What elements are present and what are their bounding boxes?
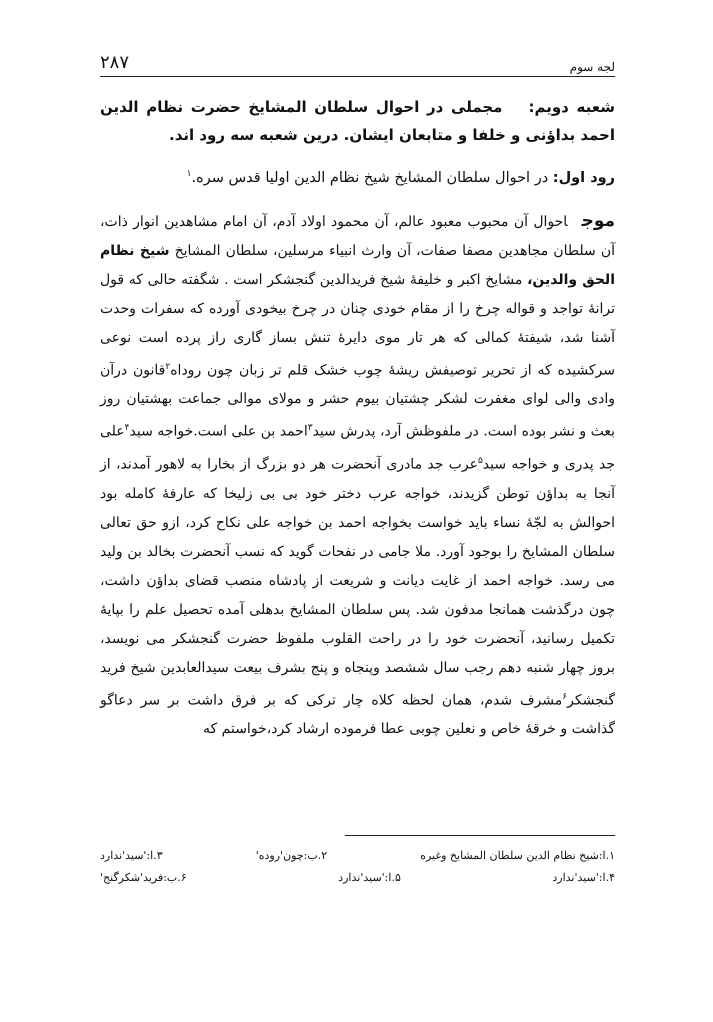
footnote-item: ۲.ب:چون'روده' xyxy=(255,849,328,862)
footnote-mark-6: ۶ xyxy=(562,691,568,702)
heading-text: مجملی در احوال سلطان المشایخ حضرت نظام الدین احمد بداؤنی و خلفا و متابعان ایشان. درین شعبه سه رود اند. xyxy=(100,98,615,144)
footnote-row xyxy=(100,845,615,867)
footnote-mark-5: ۵ xyxy=(477,456,483,467)
section-title: لجه سوم xyxy=(569,60,615,74)
subheading xyxy=(100,161,615,191)
subheading-text: در احوال سلطان المشایخ شیخ نظام الدین اولیا قدس سره. xyxy=(191,169,549,186)
paragraph-lead-word: موج xyxy=(581,210,615,231)
paragraph-text-4: احمد بن علی است.خواجه سید xyxy=(129,424,308,441)
heading-label: شعبه دویم: xyxy=(528,98,615,116)
footnote-mark-1: ۱ xyxy=(186,169,192,179)
footnote-item: ۴.ا:'سید'ندارد xyxy=(552,871,615,884)
footnote-item: ۱.ا:شیخ نظام الدین سلطان المشایخ وغیره xyxy=(420,849,615,862)
body-paragraph xyxy=(100,207,615,745)
subheading-label: رود اول: xyxy=(552,169,615,186)
footnote-row xyxy=(100,867,615,889)
paragraph-text-1: احوال آن محبوب معبود عالم، آن محمود اولاد آدم، آن امام مشاهدین انوار ذات، آن سلطان مجاهدین مصفا صفات، آن وارث انبیاء مرسلین، سلطان المشایخ xyxy=(100,213,616,259)
paragraph-text-5: علی جد پدری و خواجه سید xyxy=(100,424,615,473)
chapter-heading xyxy=(100,93,615,149)
footnote-item: ۶.ب:فرید'شکرگنج' xyxy=(100,871,187,884)
footnote-mark-4: ۴ xyxy=(124,423,130,434)
footnote-item: ۵.ا:'سید'ندارد xyxy=(338,871,401,884)
paragraph-text-7: مشرف شدم، همان لحظه کلاه چار ترکی که بر فرق داشت بر سر دعاگو گذاشت و خرقۀ خاص و نعلین چوبی عطا فرموده ارشاد کرد،خواستم که xyxy=(100,692,615,738)
page xyxy=(100,52,615,932)
footnotes xyxy=(100,845,615,889)
paragraph-text-2: مشایخ اکبر و خلیفۀ شیخ فریدالدین گنجشکر است . شگفته حالی که قول ترانۀ تواجد و قواله چرخ را از مقام خودی چنان در چرخ بیخودی آورده که سفرات وحدت آشنا شد، شیفتۀ کمالی که هر تار موی دایرۀ تنش بساز گاری راز پرده است نوعی سرکشیده که از تحریر توصیفش ریشۀ چوب خشک قلم تر زبان چون روداه xyxy=(100,271,616,379)
paragraph-text-6: عرب جد مادری آنحضرت هر دو بزرگ از بخارا به لاهور آمدند، از آنجا به بداؤن توطن گزیدند، خواجه عرب دختر خود بی بی زلیخا که عارفۀ کامله بود احوالش به لجّۀ نساء باید خواست بخواجه احمد بن خواجه علی نکاح کرد، ازو حق تعالی سلطان المشایخ را بوجود آورد. ملا جامی در نفحات گوید که نسب آنحضرت بخالد بن ولید می رسد. خواجه احمد از غایت دیانت و شریعت از پادشاه منصب قضای بداؤن داشت، چون درگذشت همانجا مدفون شد. پس سلطان المشایخ بدهلی آمده تحصیل علم را بپایۀ تکمیل رسانید، آنحضرت خود را در راحت القلوب ملفوظ حضرت گنجشکر می نویسد، بروز چهار شنبه دهم رجب سال ششصد وپنجاه و پنج بشرف بیعت سیدالعابدین شیخ فرید گنجشکر xyxy=(100,456,615,709)
footnote-mark-2: ۲ xyxy=(165,361,171,372)
footnote-item: ۳.ا:'سید'ندارد xyxy=(100,849,163,862)
bold-name: شیخ نظام الحق والدین، xyxy=(100,242,615,288)
running-head xyxy=(100,52,615,77)
footnote-mark-3: ۳ xyxy=(307,423,313,434)
page-number: ۲۸۷ xyxy=(100,52,130,73)
paragraph-text-3: قانون درآن وادی والی لوای مغفرت لشکر چشتیان بیوم حشر و مولای موالی جماعت بهشتیان روز بعث و نشر بوده است. در ملفوظش آرد، پدرش سید xyxy=(100,362,615,441)
footnote-rule xyxy=(345,835,615,836)
